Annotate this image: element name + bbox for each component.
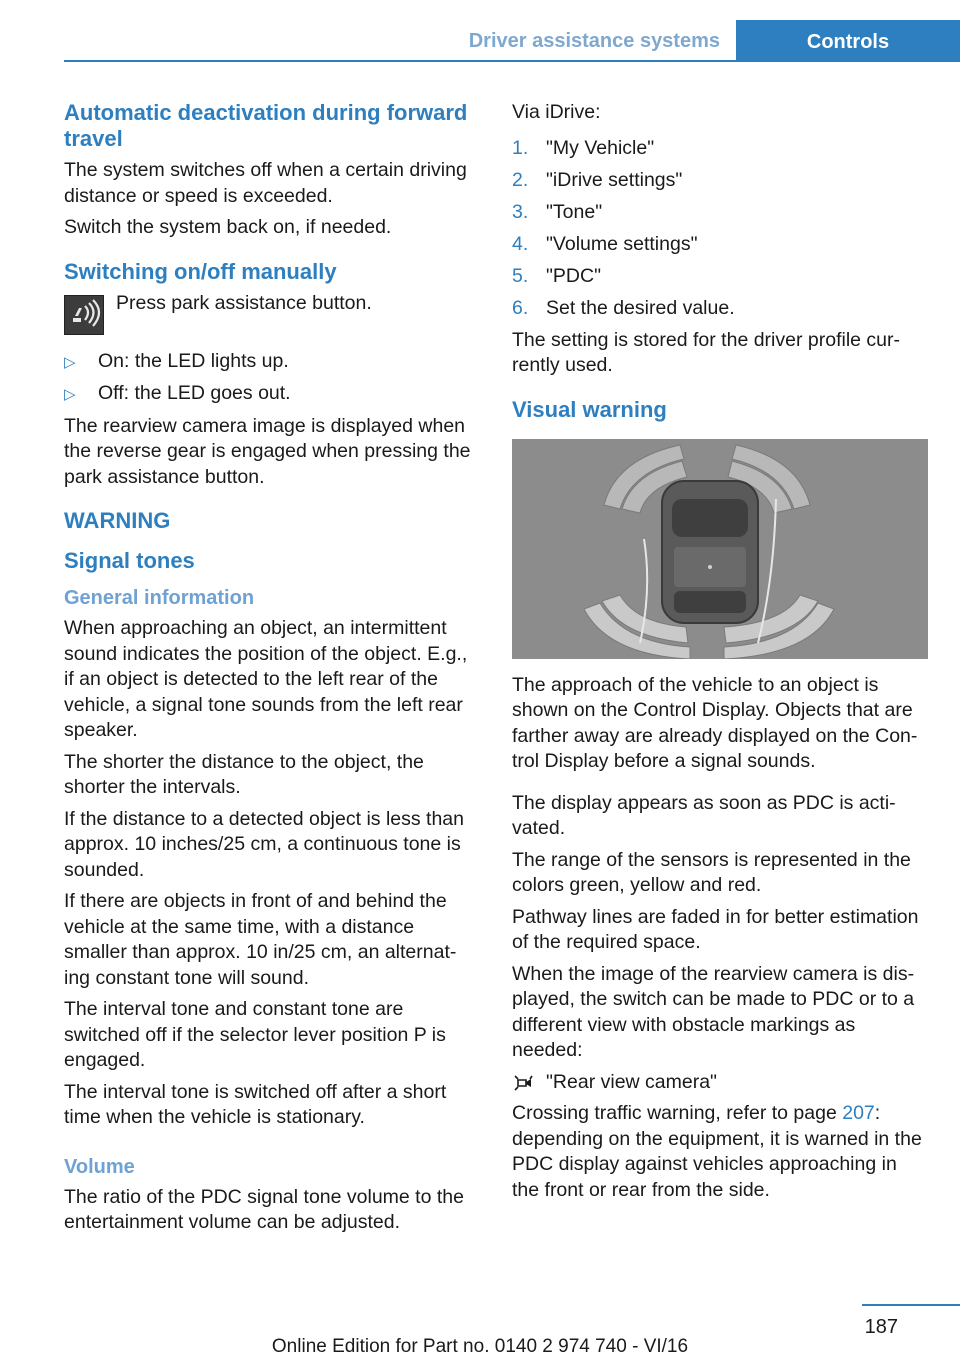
list-item: ▷ On: the LED lights up.	[64, 349, 482, 375]
paragraph: The shorter the distance to the object, the shorter the intervals.	[64, 750, 424, 798]
heading-visual-warning: Visual warning	[512, 396, 667, 422]
header-section-title: Driver assistance systems	[468, 30, 720, 52]
paragraph: When the image of the rearview camera is dis‐ played, the switch can be made to PDC or to a different view with obstacle markings as needed:	[512, 962, 915, 1061]
paragraph: If the distance to a detected object is less than approx. 10 inches/25 cm, a continuous tone is sounded.	[64, 807, 464, 881]
list-item: 5. "PDC"	[512, 264, 602, 287]
header-rule	[64, 60, 960, 62]
press-button-line	[64, 285, 482, 335]
footer-rule	[862, 1304, 960, 1306]
heading-switching-manually: Switching on/off manually	[64, 258, 337, 284]
triangle-bullet-icon: ▷	[64, 353, 76, 371]
heading-automatic-deactivation: Automatic deactivation during forward travel	[64, 100, 468, 151]
triangle-bullet-icon: ▷	[64, 386, 76, 403]
paragraph: The interval tone is switched off after a short time when the vehicle is stationary.	[64, 1080, 447, 1128]
right-column	[512, 100, 928, 1209]
paragraph: Switch the system back on, if needed.	[64, 216, 392, 238]
left-column	[64, 100, 482, 1242]
paragraph: The range of the sensors is represented in the colors green, yellow and red.	[512, 848, 911, 896]
list-item: 2. "iDrive settings"	[512, 168, 683, 191]
paragraph: The system switches off when a certain driving distance or speed is exceeded.	[64, 159, 467, 207]
paragraph: The ratio of the PDC signal tone volume to the entertainment volume can be adjusted.	[64, 1185, 464, 1233]
park-assist-button-icon	[64, 295, 104, 335]
press-button-text: Press park assistance button.	[116, 291, 372, 314]
paragraph: If there are objects in front of and behind the vehicle at the same time, with a distance smaller than approx. 10 in/25 cm, an alternat‐ ing constant tone will sound.	[64, 890, 457, 989]
subheading-general-information: General information	[64, 587, 255, 609]
pdc-display-figure	[512, 439, 928, 659]
paragraph-crossing-traffic: Crossing traffic warning, refer to page 207: depending on the equipment, it is warned in the PDC display against vehicles approaching in the front or rear from the side.	[512, 1102, 922, 1201]
rear-camera-icon	[512, 1072, 538, 1102]
paragraph: Via iDrive:	[512, 101, 601, 123]
rear-view-camera-line: "Rear view camera"	[512, 1070, 928, 1096]
list-item: ▷ Off: the LED goes out.	[64, 381, 482, 407]
list-item: 1. "My Vehicle"	[512, 136, 655, 159]
idrive-steps-list	[512, 136, 928, 322]
subheading-volume: Volume	[64, 1155, 135, 1178]
list-item: 6. Set the desired value.	[512, 296, 735, 319]
paragraph: The display appears as soon as PDC is acti‐ vated.	[512, 791, 896, 839]
footer-edition: Online Edition for Part no. 0140 2 974 740 - VI/16	[271, 1336, 689, 1357]
paragraph: The rearview camera image is displayed when the reverse gear is engaged when pressing the park assistance button.	[64, 414, 471, 488]
page-header	[0, 0, 960, 62]
list-item: 3. "Tone"	[512, 200, 603, 223]
paragraph: The interval tone and constant tone are switched off if the selector lever position P is engaged.	[64, 998, 446, 1071]
heading-warning: WARNING	[64, 508, 171, 533]
paragraph: The setting is stored for the driver profile cur‐ rently used.	[512, 328, 900, 376]
pdc-car-illustration	[512, 439, 928, 659]
header-tab-controls: Controls	[736, 20, 960, 62]
led-status-list	[64, 349, 482, 407]
list-item: 4. "Volume settings"	[512, 232, 698, 255]
page-reference-link[interactable]: 207	[842, 1102, 875, 1124]
page-number: 187	[864, 1316, 898, 1338]
paragraph: When approaching an object, an intermittent sound indicates the position of the object. E.g., if an object is detected to the left rear of the vehicle, a signal tone sounds from the left rear speaker.	[64, 617, 468, 741]
paragraph: The approach of the vehicle to an object is shown on the Control Display. Objects that are farther away are already displayed on the Con‐ trol Display before a signal sounds.	[512, 673, 918, 772]
paragraph: Pathway lines are faded in for better estimation of the required space.	[512, 905, 919, 953]
heading-signal-tones: Signal tones	[64, 548, 195, 573]
